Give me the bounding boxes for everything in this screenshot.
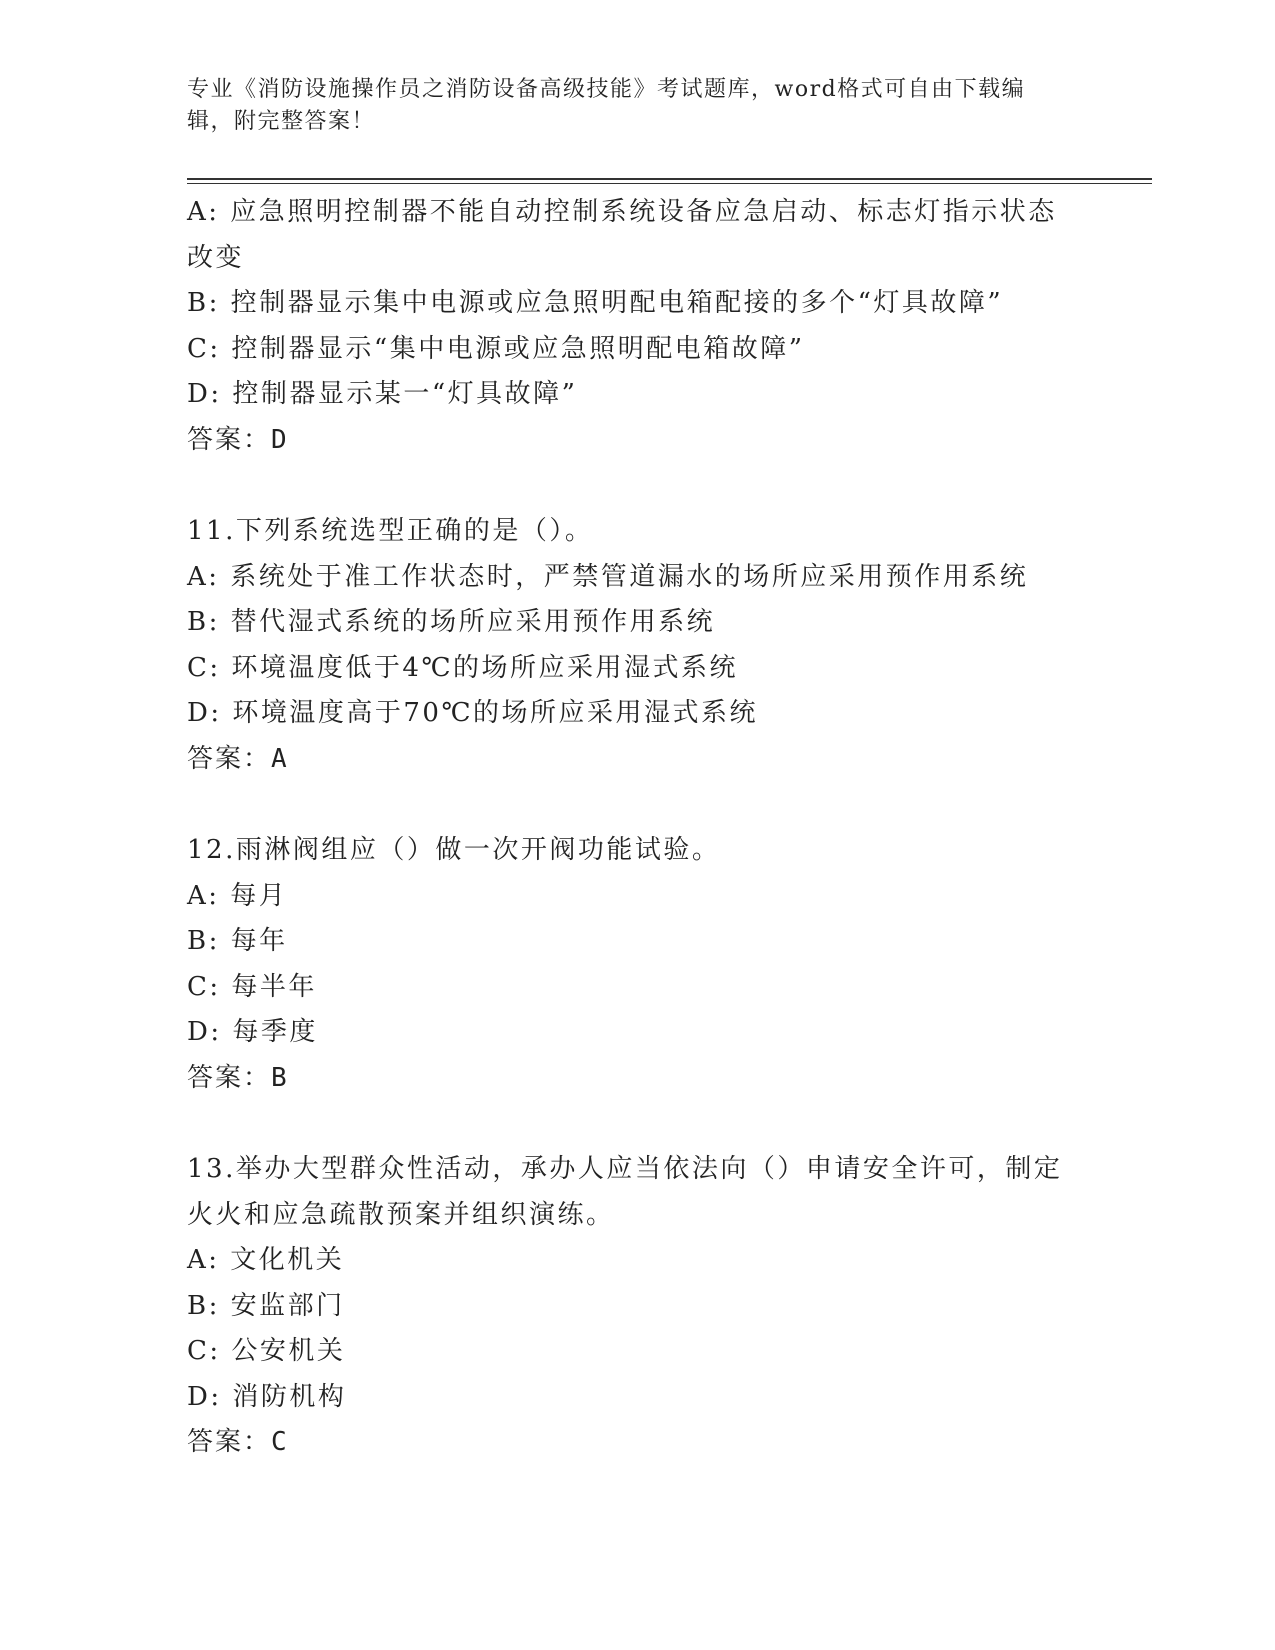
question-12-option-a: A: 每月 — [187, 880, 288, 911]
question-12-answer — [187, 1056, 1077, 1102]
question-12-option-b: B: 每年 — [187, 926, 288, 956]
question-11-stem: 11.下列系统选型正确的是（）。 — [187, 516, 594, 546]
spacer — [187, 1101, 1077, 1147]
question-10-option-d: D: 控制器显示某一“灯具故障” — [187, 379, 578, 409]
question-11-option-d: D: 环境温度高于70℃的场所应采用湿式系统 — [187, 698, 759, 728]
question-13-option-c: C: 公安机关 — [187, 1336, 346, 1366]
question-13-answer — [187, 1420, 1077, 1466]
question-10 — [187, 190, 1077, 463]
question-11-answer — [187, 737, 1077, 783]
header-divider-thin — [187, 183, 1152, 184]
question-11-option-b: B: 替代湿式系统的场所应采用预作用系统 — [187, 607, 716, 637]
answer-value: A — [271, 743, 289, 774]
question-10-option-a: A: 应急照明控制器不能自动控制系统设备应急启动、标志灯指示状态改变 — [187, 197, 1057, 273]
answer-label: 答案： — [187, 743, 272, 774]
spacer — [187, 782, 1077, 828]
spacer — [187, 463, 1077, 509]
answer-value: D — [271, 424, 289, 455]
question-11-option-c: C: 环境温度低于4℃的场所应采用湿式系统 — [187, 652, 739, 683]
question-13 — [187, 1147, 1077, 1466]
question-10-option-c: C: 控制器显示“集中电源或应急照明配电箱故障” — [187, 333, 805, 364]
question-list — [187, 190, 1077, 1466]
header-divider-thick — [187, 178, 1152, 180]
question-12 — [187, 828, 1077, 1101]
question-13-stem: 13.举办大型群众性活动，承办人应当依法向（）申请安全许可，制定火火和应急疏散预案并组织演练。 — [187, 1154, 1063, 1230]
answer-label: 答案： — [187, 1427, 272, 1457]
answer-label: 答案： — [187, 424, 272, 455]
answer-label: 答案： — [187, 1062, 272, 1093]
answer-value: C — [271, 1427, 289, 1457]
question-12-option-d: D: 每季度 — [187, 1017, 318, 1047]
question-10-answer — [187, 418, 1077, 464]
answer-value: B — [271, 1062, 289, 1093]
document-header: 专业《消防设施操作员之消防设备高级技能》考试题库，word格式可自由下载编辑，附完整答案！ — [187, 77, 1026, 134]
question-10-option-b: B: 控制器显示集中电源或应急照明配电箱配接的多个“灯具故障” — [187, 288, 1004, 318]
question-11-option-a: A: 系统处于准工作状态时，严禁管道漏水的场所应采用预作用系统 — [187, 561, 1029, 592]
question-12-stem: 12.雨淋阀组应（）做一次开阀功能试验。 — [187, 835, 721, 865]
question-11 — [187, 509, 1077, 782]
question-13-option-b: B: 安监部门 — [187, 1290, 345, 1321]
question-12-option-c: C: 每半年 — [187, 971, 317, 1002]
question-13-option-a: A: 文化机关 — [187, 1245, 345, 1275]
question-13-option-d: D: 消防机构 — [187, 1381, 347, 1412]
